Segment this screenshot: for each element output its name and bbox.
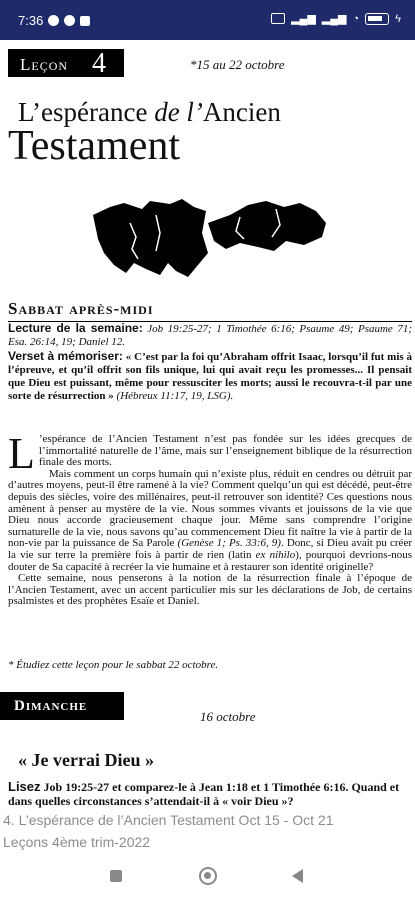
signal-icon: ▂▄▆ — [321, 13, 347, 25]
intro-paragraph: Cette semaine, nous penserons à la notion de la résurrection finale à l’époque de l’Ancien Testament, avec un accent particulier mis sur les déclarations de Job, de certains psalmistes et des prophètes Esaïe et Daniel. — [8, 572, 412, 608]
dimanche-question: Lisez Job 19:25-27 et comparez-le à Jean 1:18 et 1 Timothée 6:16. Quand et dans quelles circonstances s’attendait-il à « voir Dieu »? — [8, 779, 400, 808]
navigation-bar — [0, 855, 415, 900]
status-bar — [0, 0, 415, 40]
study-note: * Étudiez cette leçon pour le sabbat 22 octobre. — [8, 659, 219, 671]
page-footer — [0, 810, 415, 855]
recent-apps-button[interactable] — [110, 870, 122, 882]
dimanche-date: 16 octobre — [200, 709, 256, 724]
memory-verse: Verset à mémoriser: « C’est par la foi qu’Abraham offrit Isaac, lorsqu’il fut mis à l’épreuve, et qu’il offrit son fils unique, lui qui avait reçu les promesses... Il pensait que Dieu est puissant, même pour ressusciter les morts; aussi le recouvra-t-il par une sorte de résurrection » (Hébreux 11:17, 19, LSG). — [8, 349, 413, 402]
intro-paragraph: Mais comment un corps humain qui n’existe plus, réduit en cendres ou détruit par d’autres moyens, peut-il être ramené à la vie? Comment quelqu’un qui est décédé, peut-être depuis des siècles, voire des millénaires, peut-il retrouver son identité? Ces questions nous amènent à penser au mystère de la vie. Nous sommes vivants et jouissons de la vie que Dieu nous accorde gracieusement chaque jour. Même sans comprendre l’origine surnaturelle de la vie, nous savons qu’au commencement Dieu fit naître la vie à partir de la non-vie par la puissance de Sa Parole (Genèse 1; Ps. 33:6, 9). Donc, si Dieu avait pu créer la vie sur terre la première fois à partir de rien (latin ex nihilo), pourquoi devrions-nous douter de Sa capacité à recréer la vie humaine et à restaurer son identité originelle? — [8, 467, 413, 573]
intro-paragraph: ’espérance de l’Ancien Testament n’est pas fondée sur les idées grecques de l’immortalité naturelle de l’âme, mais sur l’enseignement biblique de la résurrection finale des morts. — [38, 433, 412, 469]
lesson-number: 4 — [92, 48, 106, 79]
reading-of-the-week: Lecture de la semaine: Job 19:25-27; 1 Timothée 6:16; Psaume 49; Psaume 71; Esa. 26:14, 19; Daniel 12. — [8, 321, 412, 348]
dimanche-label: Dimanche — [14, 698, 88, 714]
gear-icon — [80, 16, 90, 26]
battery-icon — [365, 13, 389, 25]
lesson-artwork — [90, 193, 330, 278]
lesson-dates: *15 au 22 octobre — [190, 57, 285, 72]
introduction-text — [8, 429, 413, 608]
lesson-label: Leçon — [20, 55, 69, 74]
charging-icon: ϟ — [395, 12, 401, 25]
drop-cap: L — [8, 429, 35, 478]
dimanche-heading: « Je verrai Dieu » — [18, 750, 154, 770]
lesson-title-line1: L’espérance de l’Ancien — [18, 97, 281, 127]
sim-icon — [271, 13, 285, 24]
lesson-title-line2: Testament — [8, 123, 180, 169]
p-icon — [48, 15, 59, 26]
status-time: 7:36 — [18, 13, 44, 28]
lesson-page[interactable] — [0, 40, 415, 810]
dimanche-banner — [0, 692, 124, 720]
home-button[interactable] — [199, 867, 217, 885]
wifi-icon: ◔ — [352, 12, 360, 25]
p-icon — [64, 15, 75, 26]
back-button[interactable] — [292, 869, 303, 883]
lesson-banner — [8, 49, 124, 77]
sabbat-heading: Sabbat après-midi — [8, 299, 154, 318]
signal-icon: ▂▄▆ — [291, 13, 316, 25]
footer-quarter: Leçons 4ème trim-2022 — [3, 834, 151, 850]
footer-lesson-title: 4. L’espérance de l’Ancien Testament Oct 15 - Oct 21 — [3, 812, 334, 828]
